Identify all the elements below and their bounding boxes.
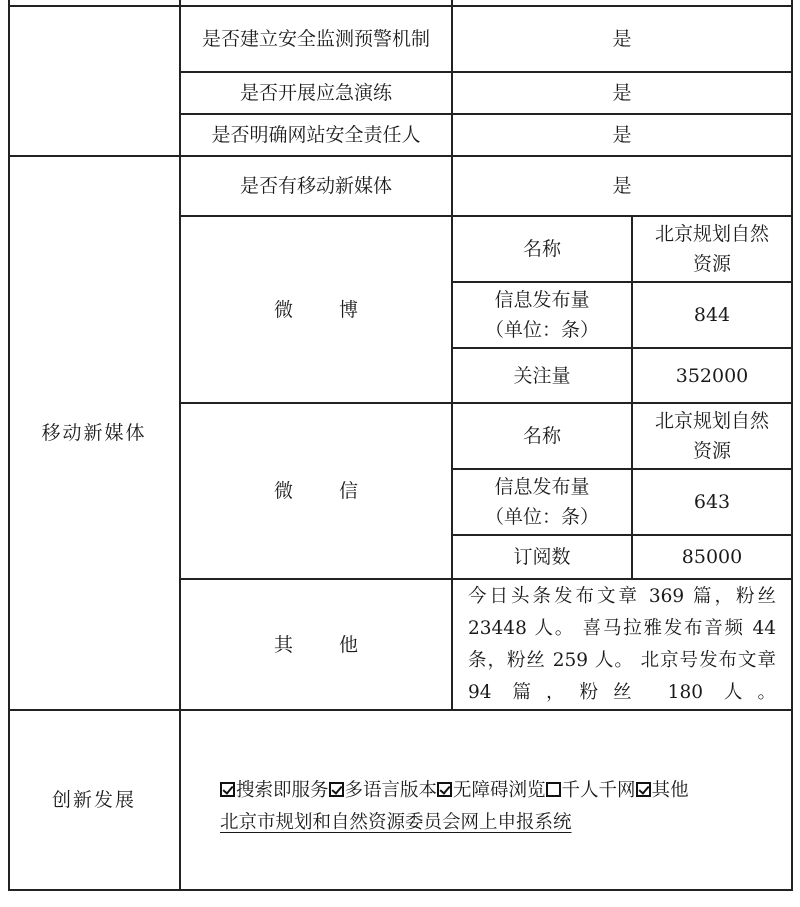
innovation-checklist <box>220 775 689 807</box>
security-warning-value: 是 <box>612 28 632 50</box>
weixin-posts-value: 643 <box>693 491 731 513</box>
has-mobile-media-label: 是否有移动新媒体 <box>239 175 392 197</box>
checkbox-checked-icon[interactable] <box>437 782 452 797</box>
table-row-line <box>179 215 793 217</box>
table-row-line <box>8 709 793 711</box>
option-other[interactable]: 其他 <box>636 780 689 801</box>
table-row-line <box>179 71 793 73</box>
weixin-subs-label: 订阅数 <box>513 546 571 568</box>
option-search-as-service[interactable]: 搜索即服务 <box>220 780 329 801</box>
weibo-name-label: 名称 <box>522 238 561 260</box>
table-divider-col2 <box>451 0 453 710</box>
table-divider-col3 <box>631 216 633 579</box>
table-row-line <box>179 113 793 115</box>
weixin-name-value: 北京规划自然资源 <box>654 410 769 462</box>
option-personalized[interactable]: 千人千网 <box>546 780 636 801</box>
table-row-line <box>451 281 793 283</box>
checkbox-unchecked-icon[interactable] <box>546 782 561 797</box>
weibo-posts-label: 信息发布量（单位：条） <box>484 289 599 341</box>
weibo-followers-label: 关注量 <box>513 364 571 387</box>
innovation-options <box>180 710 792 890</box>
weixin-name-label: 名称 <box>522 425 561 447</box>
table-border-left <box>8 0 10 891</box>
security-warning-label: 是否建立安全监测预警机制 <box>201 28 430 50</box>
security-owner-value: 是 <box>612 124 632 146</box>
table-row-line <box>451 534 793 536</box>
weibo-label: 微 博 <box>273 298 379 321</box>
has-mobile-media-value: 是 <box>612 175 632 197</box>
checkbox-checked-icon[interactable] <box>329 782 344 797</box>
table-row-line <box>8 5 793 7</box>
other-media-label: 其 他 <box>273 633 379 656</box>
weixin-label: 微 信 <box>273 480 379 502</box>
table-row-line <box>451 347 793 349</box>
table-border-right <box>791 0 793 891</box>
option-accessibility[interactable]: 无障碍浏览 <box>437 780 546 801</box>
checkbox-checked-icon[interactable] <box>220 782 235 797</box>
emergency-drill-value: 是 <box>612 82 632 104</box>
table-divider-col1 <box>179 0 181 891</box>
emergency-drill-label: 是否开展应急演练 <box>239 82 392 104</box>
mobile-media-section-label: 移动新媒体 <box>41 422 147 444</box>
other-media-text: 今日头条发布文章 369 篇，粉丝 23448 人。 喜马拉雅发布音频 44 条，粉丝 259 人。 北京号发布文章 94 篇，粉丝 180 人。 <box>468 585 776 703</box>
security-owner-label: 是否明确网站安全责任人 <box>211 124 421 146</box>
weibo-posts-value: 844 <box>693 304 731 326</box>
table-row-line <box>451 468 793 470</box>
innovation-other-text: 北京市规划和自然资源委员会网上申报系统 <box>220 812 572 833</box>
table-border-bottom <box>8 889 793 891</box>
weibo-name-value: 北京规划自然资源 <box>654 223 769 275</box>
table-row-line <box>179 578 793 580</box>
checkbox-checked-icon[interactable] <box>636 782 651 797</box>
innovation-section-label: 创新发展 <box>51 789 136 811</box>
weixin-subs-value: 85000 <box>681 546 743 568</box>
table-row-line <box>8 155 793 157</box>
option-multilingual[interactable]: 多语言版本 <box>329 780 438 801</box>
table-row-line <box>179 402 793 404</box>
weibo-followers-value: 352000 <box>675 364 749 387</box>
weixin-posts-label: 信息发布量（单位：条） <box>484 476 599 528</box>
